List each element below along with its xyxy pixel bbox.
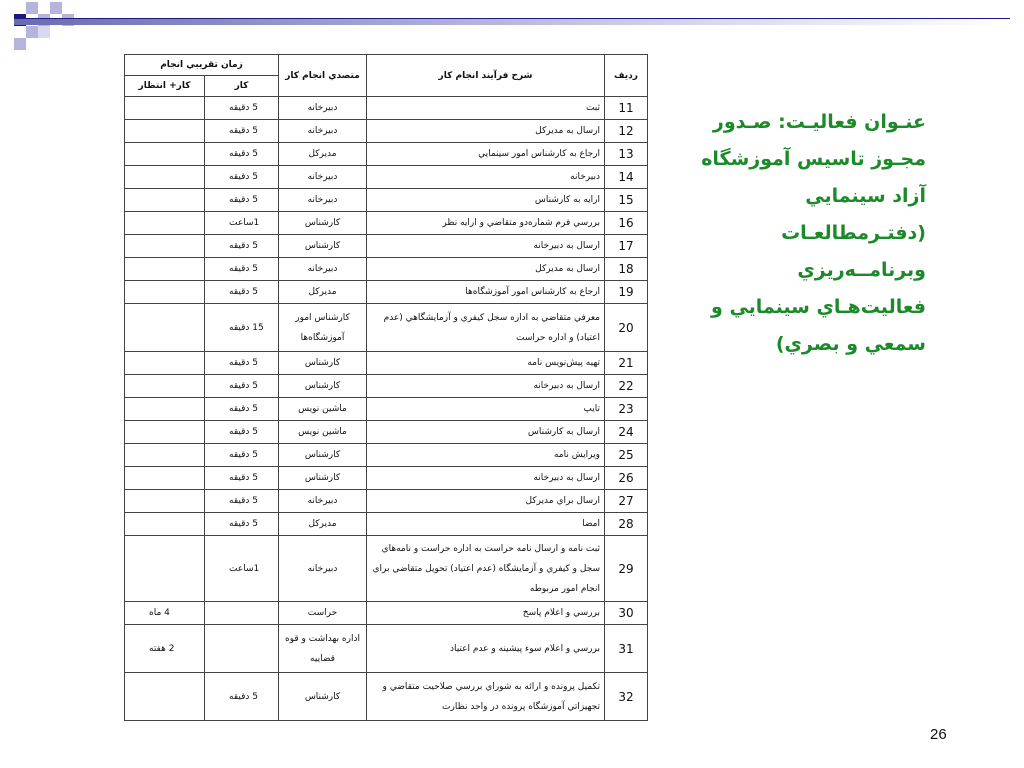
- time-work-wait-cell: [125, 258, 205, 281]
- time-work-wait-cell: [125, 235, 205, 258]
- table-row: [125, 143, 648, 166]
- time-work-cell: 5 دقيقه: [205, 421, 279, 444]
- time-work-wait-cell: 2 هفته: [125, 625, 205, 673]
- time-work-wait-cell: [125, 513, 205, 536]
- row-number-cell: 15: [605, 189, 648, 212]
- row-number-cell: 28: [605, 513, 648, 536]
- responsible-cell: كارشناس: [279, 235, 367, 258]
- time-work-cell: 5 دقيقه: [205, 673, 279, 721]
- row-number-cell: 22: [605, 375, 648, 398]
- table-row: [125, 536, 648, 602]
- responsible-cell: دبيرخانه: [279, 189, 367, 212]
- time-work-wait-cell: [125, 444, 205, 467]
- time-work-cell: 5 دقيقه: [205, 398, 279, 421]
- table-row: [125, 444, 648, 467]
- row-number-cell: 24: [605, 421, 648, 444]
- description-cell: تكميل پرونده و ارائه به شوراي بررسي صلاحيت متقاضي و تجهيزاتي آموزشگاه پرونده در واحد نظارت: [367, 673, 605, 721]
- description-cell: بررسي فرم شماره‌دو متقاضي و ارايه نظر: [367, 212, 605, 235]
- table-row: [125, 467, 648, 490]
- time-work-cell: 5 دقيقه: [205, 97, 279, 120]
- header-time-work: كار: [205, 76, 279, 97]
- time-work-wait-cell: [125, 536, 205, 602]
- responsible-cell: كارشناس امور آموزشگاه‌ها: [279, 304, 367, 352]
- time-work-cell: 5 دقيقه: [205, 143, 279, 166]
- description-cell: ارايه به كارشناس: [367, 189, 605, 212]
- table-row: [125, 352, 648, 375]
- table-row: [125, 235, 648, 258]
- table-row: [125, 602, 648, 625]
- time-work-cell: 5 دقيقه: [205, 281, 279, 304]
- description-cell: ثبت: [367, 97, 605, 120]
- table-row: [125, 120, 648, 143]
- responsible-cell: كارشناس: [279, 673, 367, 721]
- row-number-cell: 29: [605, 536, 648, 602]
- time-work-wait-cell: [125, 166, 205, 189]
- row-number-cell: 19: [605, 281, 648, 304]
- header-band: [14, 19, 1010, 25]
- description-cell: ارسال به مديركل: [367, 258, 605, 281]
- time-work-cell: 5 دقيقه: [205, 235, 279, 258]
- row-number-cell: 27: [605, 490, 648, 513]
- row-number-cell: 13: [605, 143, 648, 166]
- header-time-group: زمان تقريبي انجام: [125, 55, 279, 76]
- time-work-cell: 1ساعت: [205, 536, 279, 602]
- description-cell: ثبت نامه و ارسال نامه حراست به اداره حراست و نامه‌هاي سجل و كيفري و آزمايشگاه (عدم اعتياد) تحويل متقاضي براي انجام امور مربوطه: [367, 536, 605, 602]
- header-row-number: رديف: [605, 55, 648, 97]
- table-row: [125, 625, 648, 673]
- responsible-cell: كارشناس: [279, 212, 367, 235]
- responsible-cell: مديركل: [279, 281, 367, 304]
- table-row: [125, 398, 648, 421]
- time-work-cell: 15 دقيقه: [205, 304, 279, 352]
- responsible-cell: ماشين نويس: [279, 421, 367, 444]
- time-work-wait-cell: [125, 189, 205, 212]
- table-row: [125, 189, 648, 212]
- row-number-cell: 20: [605, 304, 648, 352]
- table-row: [125, 212, 648, 235]
- time-work-wait-cell: [125, 352, 205, 375]
- responsible-cell: مديركل: [279, 513, 367, 536]
- row-number-cell: 31: [605, 625, 648, 673]
- responsible-cell: دبيرخانه: [279, 120, 367, 143]
- table-row: [125, 490, 648, 513]
- time-work-wait-cell: [125, 281, 205, 304]
- responsible-cell: دبيرخانه: [279, 97, 367, 120]
- time-work-cell: [205, 602, 279, 625]
- page-number: 26: [930, 726, 947, 743]
- time-work-wait-cell: [125, 212, 205, 235]
- slide-title: عنـوان فعاليـت: صـدور مجـوز تاسيس آموزشگاه آزاد سينمايي (دفتـرمطالعـات وبرنامــه‌ريزي فعاليت‌هـاي سينمايي و سمعي و بصري): [701, 111, 926, 355]
- time-work-cell: 5 دقيقه: [205, 166, 279, 189]
- row-number-cell: 14: [605, 166, 648, 189]
- responsible-cell: حراست: [279, 602, 367, 625]
- table-row: [125, 166, 648, 189]
- description-cell: معرفي متقاضي به اداره سجل كيفري و آزمايشگاهي (عدم اعتياد) و اداره حراست: [367, 304, 605, 352]
- description-cell: ارسال به دبيرخانه: [367, 375, 605, 398]
- table-row: [125, 513, 648, 536]
- row-number-cell: 26: [605, 467, 648, 490]
- row-number-cell: 30: [605, 602, 648, 625]
- time-work-wait-cell: [125, 398, 205, 421]
- time-work-wait-cell: [125, 304, 205, 352]
- time-work-cell: 5 دقيقه: [205, 120, 279, 143]
- description-cell: ارسال به مديركل: [367, 120, 605, 143]
- responsible-cell: دبيرخانه: [279, 536, 367, 602]
- description-cell: بررسي و اعلام پاسخ: [367, 602, 605, 625]
- description-cell: ويرايش نامه: [367, 444, 605, 467]
- table-row: [125, 375, 648, 398]
- description-cell: تهيه پيش‌نويس نامه: [367, 352, 605, 375]
- description-cell: ارسال به دبيرخانه: [367, 235, 605, 258]
- responsible-cell: اداره بهداشت و قوه قضاييه: [279, 625, 367, 673]
- responsible-cell: دبيرخانه: [279, 490, 367, 513]
- header-responsible: متصدي انجام كار: [279, 55, 367, 97]
- row-number-cell: 25: [605, 444, 648, 467]
- time-work-cell: 5 دقيقه: [205, 258, 279, 281]
- description-cell: تايپ: [367, 398, 605, 421]
- time-work-cell: 5 دقيقه: [205, 444, 279, 467]
- time-work-wait-cell: [125, 421, 205, 444]
- header-time-work-wait: كار+ انتظار: [125, 76, 205, 97]
- time-work-cell: 5 دقيقه: [205, 375, 279, 398]
- responsible-cell: كارشناس: [279, 467, 367, 490]
- time-work-wait-cell: [125, 375, 205, 398]
- time-work-cell: 5 دقيقه: [205, 467, 279, 490]
- time-work-wait-cell: [125, 490, 205, 513]
- row-number-cell: 12: [605, 120, 648, 143]
- responsible-cell: كارشناس: [279, 375, 367, 398]
- row-number-cell: 23: [605, 398, 648, 421]
- description-cell: ارسال به كارشناس: [367, 421, 605, 444]
- description-cell: ارجاع به كارشناس امور سينمايي: [367, 143, 605, 166]
- description-cell: دبيرخانه: [367, 166, 605, 189]
- responsible-cell: دبيرخانه: [279, 258, 367, 281]
- description-cell: ارسال به دبيرخانه: [367, 467, 605, 490]
- time-work-cell: [205, 625, 279, 673]
- time-work-wait-cell: [125, 120, 205, 143]
- description-cell: بررسي و اعلام سوء پيشينه و عدم اعتياد: [367, 625, 605, 673]
- time-work-cell: 5 دقيقه: [205, 490, 279, 513]
- description-cell: امضا: [367, 513, 605, 536]
- description-cell: ارسال براي مديركل: [367, 490, 605, 513]
- row-number-cell: 17: [605, 235, 648, 258]
- row-number-cell: 11: [605, 97, 648, 120]
- time-work-cell: 5 دقيقه: [205, 513, 279, 536]
- header-description: شرح فرآيند انجام كار: [367, 55, 605, 97]
- row-number-cell: 21: [605, 352, 648, 375]
- time-work-wait-cell: 4 ماه: [125, 602, 205, 625]
- table-row: [125, 421, 648, 444]
- responsible-cell: دبيرخانه: [279, 166, 367, 189]
- time-work-wait-cell: [125, 97, 205, 120]
- table-row: [125, 673, 648, 721]
- responsible-cell: كارشناس: [279, 352, 367, 375]
- time-work-cell: 5 دقيقه: [205, 189, 279, 212]
- responsible-cell: مديركل: [279, 143, 367, 166]
- responsible-cell: ماشين نويس: [279, 398, 367, 421]
- row-number-cell: 16: [605, 212, 648, 235]
- process-table: [124, 54, 648, 721]
- responsible-cell: كارشناس: [279, 444, 367, 467]
- table-row: [125, 97, 648, 120]
- table-row: [125, 304, 648, 352]
- table-row: [125, 258, 648, 281]
- time-work-wait-cell: [125, 467, 205, 490]
- row-number-cell: 32: [605, 673, 648, 721]
- time-work-wait-cell: [125, 673, 205, 721]
- time-work-cell: 1ساعت: [205, 212, 279, 235]
- time-work-cell: 5 دقيقه: [205, 352, 279, 375]
- row-number-cell: 18: [605, 258, 648, 281]
- description-cell: ارجاع به كارشناس امور آموزشگاه‌ها: [367, 281, 605, 304]
- table-row: [125, 281, 648, 304]
- time-work-wait-cell: [125, 143, 205, 166]
